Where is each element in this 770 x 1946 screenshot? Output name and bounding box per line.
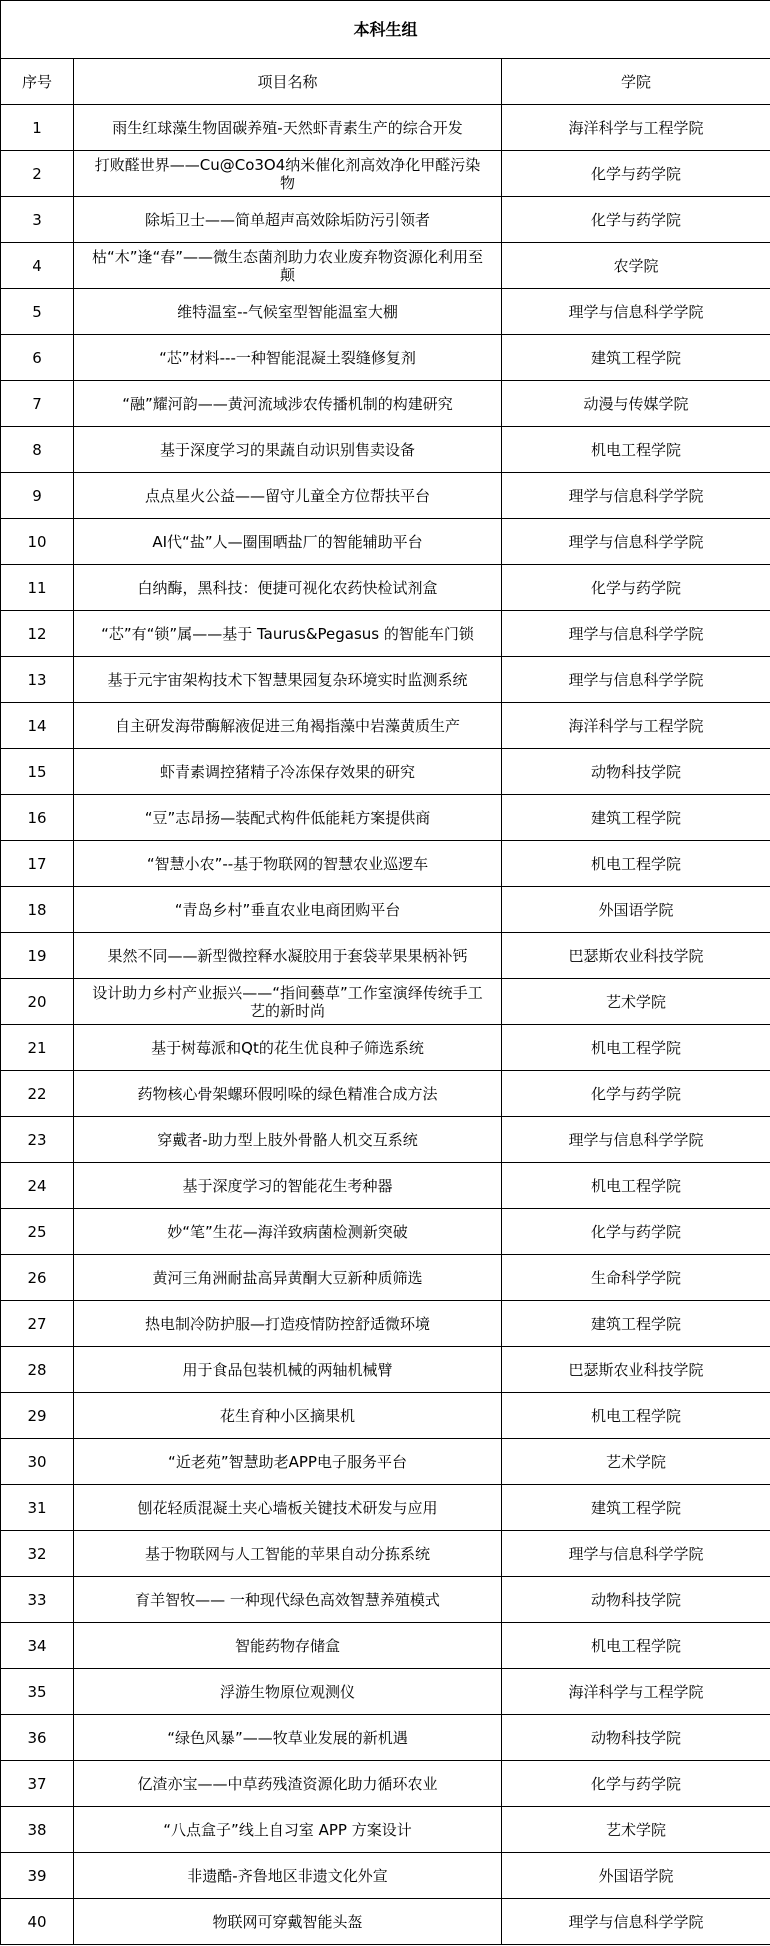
school-name: 化学与药学院 [502, 197, 770, 243]
project-name: 智能药物存储盒 [234, 1636, 340, 1655]
table-row [1, 197, 770, 243]
row-number: 29 [1, 1393, 74, 1439]
project-name: 白纳酶，黑科技：便捷可视化农药快检试剂盒 [137, 578, 438, 597]
project-name: 育羊智牧—— 一种现代绿色高效智慧养殖模式 [135, 1590, 440, 1609]
school-name: 机电工程学院 [502, 1025, 770, 1071]
project-name-cell [74, 565, 502, 611]
school-name: 建筑工程学院 [502, 795, 770, 841]
table-row [1, 1117, 770, 1163]
row-number: 21 [1, 1025, 74, 1071]
school-name: 建筑工程学院 [502, 1485, 770, 1531]
school-name: 化学与药学院 [502, 151, 770, 197]
project-name-cell [74, 1163, 502, 1209]
project-name-cell [74, 795, 502, 841]
table-row [1, 105, 770, 151]
project-name: “豆”志昂扬—装配式构件低能耗方案提供商 [144, 808, 431, 827]
table-row [1, 335, 770, 381]
row-number: 6 [1, 335, 74, 381]
project-name: 基于物联网与人工智能的苹果自动分拣系统 [144, 1544, 430, 1563]
row-number: 37 [1, 1761, 74, 1807]
project-name: 枯“木”逢“春”——微生态菌剂助力农业废弃物资源化利用至颠 [91, 247, 484, 284]
school-name: 动漫与传媒学院 [502, 381, 770, 427]
school-name: 理学与信息科学学院 [502, 1531, 770, 1577]
school-name: 海洋科学与工程学院 [502, 703, 770, 749]
project-name: 花生育种小区摘果机 [219, 1406, 355, 1425]
project-name-cell [74, 1899, 502, 1945]
project-name: 虾青素调控猪精子冷冻保存效果的研究 [159, 762, 415, 781]
row-number: 14 [1, 703, 74, 749]
project-name-cell [74, 289, 502, 335]
project-name-cell [74, 657, 502, 703]
school-name: 理学与信息科学学院 [502, 289, 770, 335]
table-row [1, 1577, 770, 1623]
project-name-cell [74, 979, 502, 1025]
row-number: 13 [1, 657, 74, 703]
table-row [1, 1025, 770, 1071]
row-number: 36 [1, 1715, 74, 1761]
project-name: 基于深度学习的果蔬自动识别售卖设备 [159, 440, 415, 459]
school-name: 理学与信息科学学院 [502, 657, 770, 703]
row-number: 4 [1, 243, 74, 289]
project-name-cell [74, 1255, 502, 1301]
row-number: 27 [1, 1301, 74, 1347]
table-row [1, 1485, 770, 1531]
header-project-name: 项目名称 [74, 59, 502, 105]
table-row [1, 381, 770, 427]
project-name: AI代“盐”人—圈围晒盐厂的智能辅助平台 [152, 532, 423, 551]
project-name: 除垢卫士——简单超声高效除垢防污引领者 [144, 210, 430, 229]
row-number: 22 [1, 1071, 74, 1117]
header-row [1, 59, 770, 105]
project-name: 亿渣亦宝——中草药残渣资源化助力循环农业 [137, 1774, 438, 1793]
row-number: 9 [1, 473, 74, 519]
project-name-cell [74, 887, 502, 933]
project-name-cell [74, 1071, 502, 1117]
row-number: 1 [1, 105, 74, 151]
project-name-cell [74, 1439, 502, 1485]
table-row [1, 657, 770, 703]
project-name-cell [74, 1807, 502, 1853]
project-name: “青岛乡村”垂直农业电商团购平台 [174, 900, 401, 919]
project-name-cell [74, 1715, 502, 1761]
table-row [1, 519, 770, 565]
project-name: 基于树莓派和Qt的花生优良种子筛选系统 [151, 1038, 424, 1057]
project-name: 妙“笔”生花—海洋致病菌检测新突破 [167, 1222, 408, 1241]
project-name: 自主研发海带酶解液促进三角褐指藻中岩藻黄质生产 [114, 716, 460, 735]
table-row [1, 1807, 770, 1853]
project-name: 设计助力乡村产业振兴——“指间藝草”工作室演绎传统手工艺的新时尚 [92, 983, 483, 1020]
row-number: 28 [1, 1347, 74, 1393]
school-name: 动物科技学院 [502, 749, 770, 795]
project-name-cell [74, 335, 502, 381]
school-name: 巴瑟斯农业科技学院 [502, 1347, 770, 1393]
table-row [1, 749, 770, 795]
school-name: 理学与信息科学学院 [502, 473, 770, 519]
school-name: 动物科技学院 [502, 1715, 770, 1761]
row-number: 10 [1, 519, 74, 565]
table-row [1, 1439, 770, 1485]
project-name-cell [74, 427, 502, 473]
school-name: 理学与信息科学学院 [502, 1899, 770, 1945]
project-name: 黄河三角洲耐盐高异黄酮大豆新种质筛选 [152, 1268, 423, 1287]
table-row [1, 565, 770, 611]
project-name-cell [74, 1761, 502, 1807]
header-school: 学院 [502, 59, 770, 105]
row-number: 11 [1, 565, 74, 611]
project-name: 穿戴者-助力型上肢外骨骼人机交互系统 [157, 1130, 418, 1149]
project-name-cell [74, 1117, 502, 1163]
table-row [1, 795, 770, 841]
project-name-cell [74, 703, 502, 749]
project-name-cell [74, 1347, 502, 1393]
table-row [1, 979, 770, 1025]
table-row [1, 933, 770, 979]
project-name: 维特温室--气候室型智能温室大棚 [177, 302, 398, 321]
project-name: 打败醛世界——Cu@Co3O4纳米催化剂高效净化甲醛污染物 [94, 155, 481, 192]
school-name: 外国语学院 [502, 1853, 770, 1899]
project-name-cell [74, 841, 502, 887]
project-name: 基于深度学习的智能花生考种器 [182, 1176, 393, 1195]
table-row [1, 611, 770, 657]
project-name: 点点星火公益——留守儿童全方位帮扶平台 [144, 486, 430, 505]
row-number: 3 [1, 197, 74, 243]
row-number: 23 [1, 1117, 74, 1163]
row-number: 19 [1, 933, 74, 979]
table-row [1, 289, 770, 335]
project-name-cell [74, 933, 502, 979]
school-name: 海洋科学与工程学院 [502, 1669, 770, 1715]
project-name-cell [74, 1853, 502, 1899]
school-name: 化学与药学院 [502, 565, 770, 611]
table-row [1, 1209, 770, 1255]
project-name-cell [74, 1577, 502, 1623]
row-number: 12 [1, 611, 74, 657]
school-name: 艺术学院 [502, 1807, 770, 1853]
school-name: 艺术学院 [502, 1439, 770, 1485]
header-no: 序号 [1, 59, 74, 105]
table-row [1, 1347, 770, 1393]
school-name: 生命科学学院 [502, 1255, 770, 1301]
table-row [1, 1071, 770, 1117]
school-name: 化学与药学院 [502, 1209, 770, 1255]
row-number: 26 [1, 1255, 74, 1301]
table-row [1, 427, 770, 473]
project-name: “芯”有“锁”属——基于 Taurus&Pegasus 的智能车门锁 [101, 624, 474, 643]
row-number: 40 [1, 1899, 74, 1945]
row-number: 35 [1, 1669, 74, 1715]
row-number: 38 [1, 1807, 74, 1853]
school-name: 化学与药学院 [502, 1761, 770, 1807]
table-row [1, 703, 770, 749]
project-name-cell [74, 519, 502, 565]
project-name: “芯”材料---一种智能混凝土裂缝修复剂 [159, 348, 416, 367]
row-number: 2 [1, 151, 74, 197]
school-name: 建筑工程学院 [502, 1301, 770, 1347]
project-name-cell [74, 105, 502, 151]
table-row [1, 243, 770, 289]
school-name: 机电工程学院 [502, 1393, 770, 1439]
project-name: “融”耀河韵——黄河流域涉农传播机制的构建研究 [122, 394, 453, 413]
row-number: 32 [1, 1531, 74, 1577]
project-name-cell [74, 473, 502, 519]
table-row [1, 1853, 770, 1899]
school-name: 机电工程学院 [502, 1163, 770, 1209]
table-row [1, 1255, 770, 1301]
school-name: 农学院 [502, 243, 770, 289]
school-name: 理学与信息科学学院 [502, 1117, 770, 1163]
table-row [1, 1163, 770, 1209]
row-number: 34 [1, 1623, 74, 1669]
row-number: 39 [1, 1853, 74, 1899]
school-name: 巴瑟斯农业科技学院 [502, 933, 770, 979]
project-name-cell [74, 749, 502, 795]
school-name: 动物科技学院 [502, 1577, 770, 1623]
school-name: 理学与信息科学学院 [502, 519, 770, 565]
school-name: 理学与信息科学学院 [502, 611, 770, 657]
row-number: 20 [1, 979, 74, 1025]
project-name: “近老苑”智慧助老APP电子服务平台 [168, 1452, 407, 1471]
project-name-cell [74, 1025, 502, 1071]
table-row [1, 1531, 770, 1577]
school-name: 外国语学院 [502, 887, 770, 933]
project-name-cell [74, 611, 502, 657]
project-name: 非遗酷-齐鲁地区非遗文化外宣 [187, 1866, 388, 1885]
project-name: 药物核心骨架螺环假吲哚的绿色精准合成方法 [137, 1084, 438, 1103]
table-row [1, 1623, 770, 1669]
project-name-cell [74, 1623, 502, 1669]
project-name: 果然不同——新型微控释水凝胶用于套袋苹果果柄补钙 [107, 946, 468, 965]
project-name: 物联网可穿戴智能头盔 [212, 1912, 363, 1931]
project-name-cell [74, 197, 502, 243]
project-name-cell [74, 151, 502, 197]
row-number: 18 [1, 887, 74, 933]
project-name-cell [74, 243, 502, 289]
row-number: 5 [1, 289, 74, 335]
row-number: 7 [1, 381, 74, 427]
school-name: 艺术学院 [502, 979, 770, 1025]
row-number: 24 [1, 1163, 74, 1209]
table-row [1, 1669, 770, 1715]
school-name: 化学与药学院 [502, 1071, 770, 1117]
project-name-cell [74, 381, 502, 427]
project-name: “八点盒子”线上自习室 APP 方案设计 [163, 1820, 412, 1839]
project-name-cell [74, 1301, 502, 1347]
school-name: 海洋科学与工程学院 [502, 105, 770, 151]
row-number: 33 [1, 1577, 74, 1623]
school-name: 机电工程学院 [502, 1623, 770, 1669]
project-name: 浮游生物原位观测仪 [219, 1682, 355, 1701]
project-name: 热电制冷防护服—打造疫情防控舒适微环境 [144, 1314, 430, 1333]
row-number: 25 [1, 1209, 74, 1255]
row-number: 30 [1, 1439, 74, 1485]
project-name: “绿色风暴”——牧草业发展的新机遇 [167, 1728, 408, 1747]
school-name: 建筑工程学院 [502, 335, 770, 381]
project-name: 刨花轻质混凝土夹心墙板关键技术研发与应用 [137, 1498, 438, 1517]
table-row [1, 1761, 770, 1807]
project-name-cell [74, 1669, 502, 1715]
row-number: 16 [1, 795, 74, 841]
project-name-cell [74, 1485, 502, 1531]
project-name-cell [74, 1531, 502, 1577]
school-name: 机电工程学院 [502, 841, 770, 887]
table-row [1, 473, 770, 519]
project-name: 雨生红球藻生物固碳养殖-天然虾青素生产的综合开发 [112, 118, 463, 137]
project-name: 基于元宇宙架构技术下智慧果园复杂环境实时监测系统 [107, 670, 468, 689]
project-name: “智慧小农”--基于物联网的智慧农业巡逻车 [146, 854, 429, 873]
row-number: 8 [1, 427, 74, 473]
title-row [1, 1, 770, 59]
school-name: 机电工程学院 [502, 427, 770, 473]
row-number: 31 [1, 1485, 74, 1531]
project-name-cell [74, 1209, 502, 1255]
table-row [1, 887, 770, 933]
project-name-cell [74, 1393, 502, 1439]
table-row [1, 1301, 770, 1347]
table-row [1, 1899, 770, 1945]
table-row [1, 1393, 770, 1439]
table-row [1, 1715, 770, 1761]
table-row [1, 151, 770, 197]
project-name: 用于食品包装机械的两轴机械臂 [182, 1360, 393, 1379]
table-title: 本科生组 [1, 1, 770, 59]
row-number: 15 [1, 749, 74, 795]
row-number: 17 [1, 841, 74, 887]
table-row [1, 841, 770, 887]
